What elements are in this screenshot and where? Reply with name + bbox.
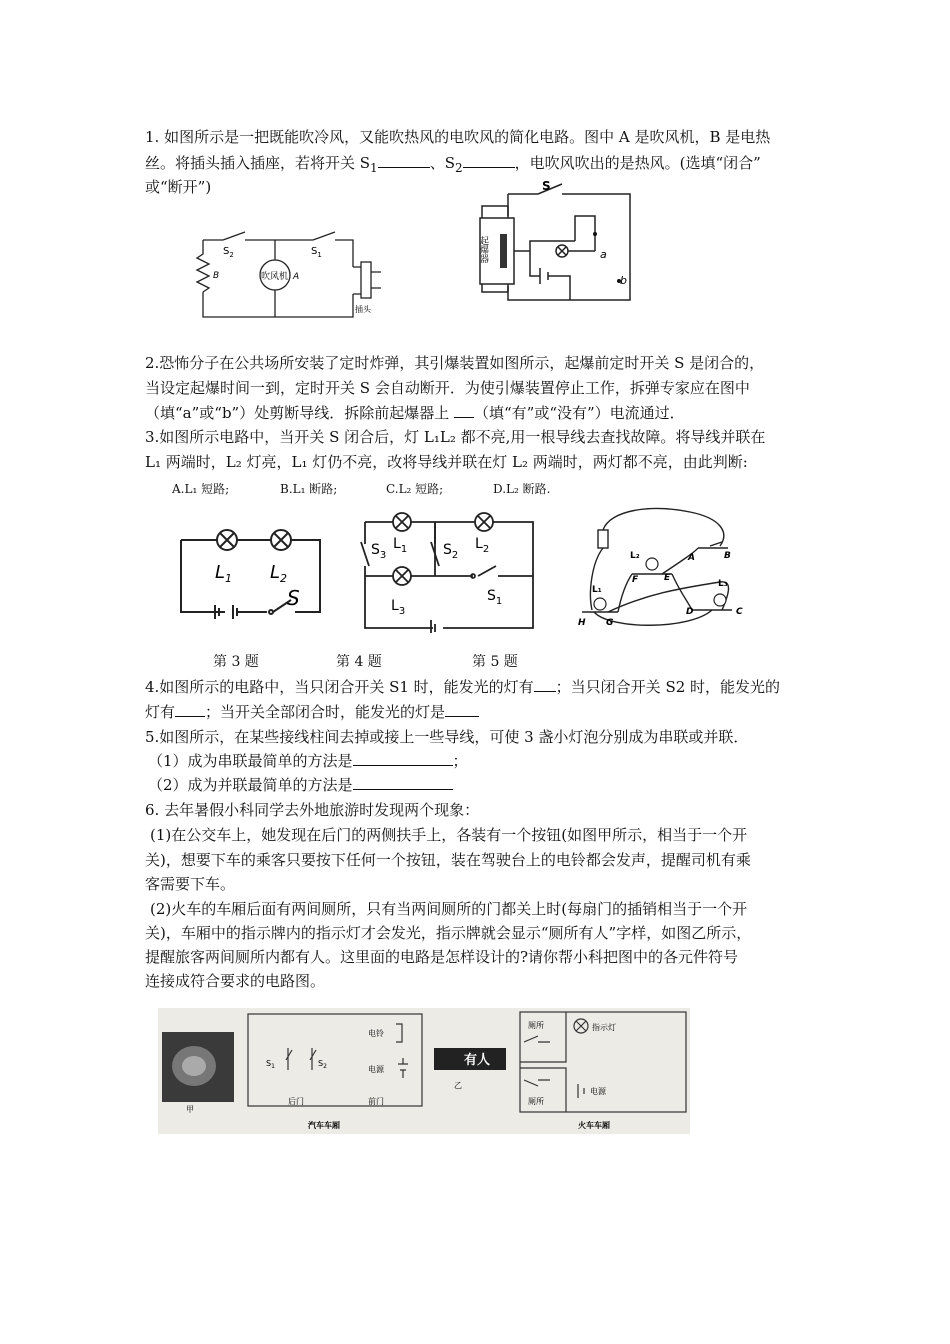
fig6-indicator-label: 指示灯 (592, 1023, 616, 1032)
q3-line-1: 3.如图所示电路中，当开关 S 闭合后，灯 L₁L₂ 都不亮,用一根导线去查找故障。将导线并联在 (145, 428, 766, 446)
fig6-jia-label: 甲 (186, 1105, 194, 1114)
q6-line-7: 提醒旅客两间厕所内都有人。这里面的电路是怎样设计的?请你帮小科把图中的各元件符号 (145, 948, 739, 966)
q4-blank-2[interactable] (175, 702, 205, 717)
q6-line-6: 关)，车厢中的指示牌内的指示灯才会发光，指示牌就会显示“厕所有人”字样，如图乙所示， (145, 924, 752, 942)
q1-blank-s1[interactable] (378, 153, 430, 168)
q3-line-2: L₁ 两端时，L₂ 灯亮，L₁ 灯仍不亮，改将导线并联在灯 L₂ 两端时，两灯都不亮，由此判断: (145, 453, 748, 471)
fig5-a-label: A (688, 553, 695, 563)
fig5-g-label: G (606, 618, 614, 628)
q1-line-3: 或“断开”) (145, 178, 212, 196)
q3-option-a: A.L₁ 短路; (172, 482, 230, 496)
q3-option-c: C.L₂ 短路; (386, 482, 444, 496)
fig6-sign-text: 有人 (464, 1053, 491, 1068)
fig5-c-label: C (736, 607, 743, 617)
q5-line-3: （2）成为并联最简单的方法是 (148, 774, 453, 796)
q4-line-1: 4.如图所示的电路中，当只闭合开关 S1 时，能发光的灯有 ；当只闭合开关 S2 时，能发光的 (145, 678, 781, 696)
fig1-motor-label: 吹风机 (261, 272, 289, 282)
fig6-power-label: 电源 (368, 1065, 384, 1074)
fig4-l1-label: $L_1$ (393, 536, 408, 555)
q2-blank[interactable] (454, 403, 474, 418)
fig4-s1-label: $S_1$ (487, 588, 503, 607)
q1-line-2: 丝。将插头插入插座，若将开关 $S_1$ 、$S_2$ ，电吹风吹出的是热风。(选填“闭合” (145, 154, 761, 175)
fig6-train-power-label: 电源 (590, 1087, 606, 1096)
q4-blank-3[interactable] (445, 702, 479, 717)
fig6-yi-label: 乙 (454, 1081, 462, 1090)
fig3-l2-label: $L_2$ (270, 562, 288, 585)
fig6-train-label: 火车车厢 (578, 1121, 610, 1130)
fig2-s-label: S (542, 179, 551, 193)
q6-line-1: 6. 去年暑假小科同学去外地旅游时发现两个现象： (145, 801, 480, 819)
fig3-circuit-diagram (175, 520, 325, 620)
fig1-s2-label: $S_2$ (223, 246, 234, 259)
fig4-circuit-diagram (355, 508, 540, 633)
caption-fig5: 第 5 题 (472, 654, 518, 670)
q2-line-2: 当设定起爆时间一到，定时开关 S 会自动断开．为使引爆装置停止工作，拆弹专家应在图中 (145, 379, 750, 397)
fig3-l1-label: $L_1$ (215, 562, 233, 585)
fig1-s1-label: $S_1$ (311, 246, 322, 259)
fig6-s1-label: $S_1$ (266, 1059, 275, 1070)
fig6-bell-label: 电铃 (368, 1029, 384, 1038)
q6-line-8: 连接成符合要求的电路图。 (145, 972, 326, 990)
fig1-b-label: B (213, 271, 220, 281)
bomb-circuit-diagram (470, 176, 635, 316)
fig4-s2-label: $S_2$ (443, 542, 459, 561)
fig1-a-label: A (293, 272, 300, 282)
fig6-back-door-label: 后门 (288, 1097, 304, 1106)
fig6-s2-label: $S_2$ (318, 1059, 327, 1070)
fig2-a-label: a (600, 248, 607, 261)
fig5-d-label: D (686, 607, 694, 617)
q5-line-1: 5.如图所示，在某些接线柱间去掉或接上一些导线，可使 3 盏小灯泡分别成为串联或并联． (145, 728, 749, 746)
fig5-circuit-diagram (570, 502, 755, 632)
fig3-s-label: S (287, 586, 300, 610)
q3-option-d: D.L₂ 断路. (493, 482, 551, 496)
q5-line-2: （1）成为串联最简单的方法是 ； (148, 752, 468, 770)
caption-fig4: 第 4 题 (336, 654, 382, 670)
fig4-s3-label: $S_3$ (371, 542, 387, 561)
q4-blank-1[interactable] (534, 677, 556, 692)
q2-line-3: （填“a”或“b”）处剪断导线．拆除前起爆器上 （填“有”或“没有”）电流通过． (145, 404, 685, 422)
fig2-detonator-label: 起爆器 (478, 236, 488, 263)
fig6-front-door-label: 前门 (368, 1097, 384, 1106)
q6-line-3: 关)，想要下车的乘客只要按下任何一个按钮，装在驾驶台上的电铃都会发声，提醒司机有乘 (145, 851, 751, 869)
caption-fig3: 第 3 题 (213, 654, 259, 670)
fig5-l1-label: L₁ (592, 585, 602, 595)
fig5-b-label: B (724, 551, 731, 561)
hair-dryer-circuit-diagram (185, 212, 385, 327)
fig5-h-label: H (578, 618, 586, 628)
q1-blank-s2[interactable] (463, 153, 515, 168)
fig5-l2-label: L₂ (630, 551, 640, 561)
fig5-l3-label: L₃ (718, 579, 728, 589)
q5-blank-series[interactable] (353, 751, 453, 766)
fig6-bus-label: 汽车车厢 (308, 1121, 340, 1130)
fig6-bus-train-diagram (158, 1008, 690, 1134)
q3-option-b: B.L₁ 断路; (280, 482, 338, 496)
fig4-l2-label: $L_2$ (475, 536, 490, 555)
fig1-plug-label: 插头 (355, 305, 371, 314)
fig2-b-label: b (620, 274, 627, 287)
q2-line-1: 2.恐怖分子在公共场所安装了定时炸弹，其引爆装置如图所示，起爆前定时开关 S 是闭合的， (145, 354, 765, 372)
fig4-l3-label: $L_3$ (391, 598, 406, 617)
fig5-f-label: F (632, 575, 639, 585)
fig5-e-label: E (664, 573, 671, 583)
q6-line-4: 客需要下车。 (145, 875, 236, 893)
fig6-toilet-1-label: 厕所 (528, 1021, 544, 1030)
q1-line-1: 1. 如图所示是一把既能吹冷风，又能吹热风的电吹风的简化电路。图中 A 是吹风机，B 是电热 (145, 128, 771, 146)
q4-line-2: 灯有 ；当开关全部闭合时，能发光的灯是 (145, 701, 479, 723)
q6-line-5: (2)火车的车厢后面有两间厕所，只有当两间厕所的门都关上时(每扇门的插销相当于一个开 (150, 900, 748, 918)
q5-blank-parallel[interactable] (353, 775, 453, 790)
fig6-toilet-2-label: 厕所 (528, 1097, 544, 1106)
q6-line-2: (1)在公交车上，她发现在后门的两侧扶手上，各装有一个按钮(如图甲所示，相当于一个开 (150, 826, 748, 844)
